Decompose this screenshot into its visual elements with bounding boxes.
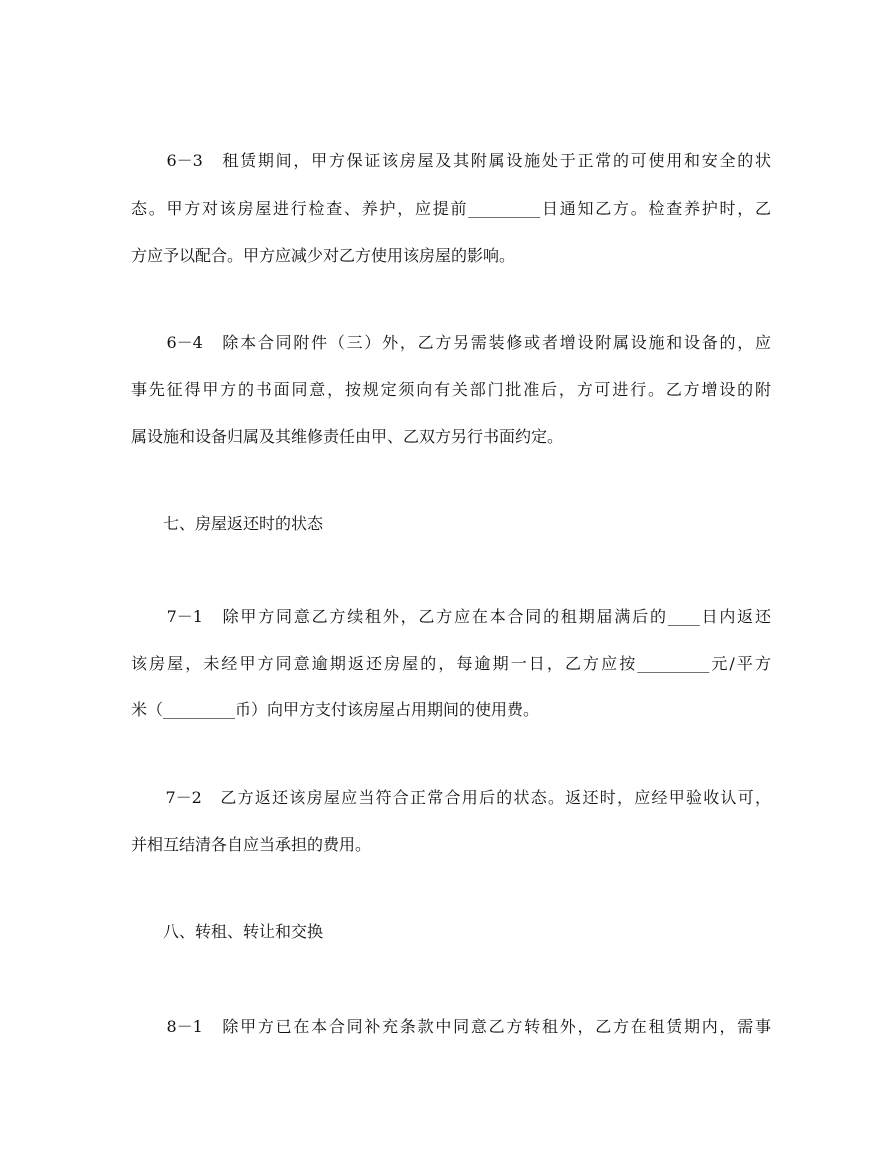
clause-6-3-line-2: 态。甲方对该房屋进行检查、养护，应提前_________日通知乙方。检查养护时，乙 bbox=[131, 199, 771, 218]
clause-6-3-line-3: 方应予以配合。甲方应减少对乙方使用该房屋的影响。 bbox=[131, 246, 516, 265]
clause-6-3-line-1: 6－3 租赁期间，甲方保证该房屋及其附属设施处于正常的可使用和安全的状 bbox=[131, 151, 771, 170]
clause-7-2-line-1: 7－2 乙方返还该房屋应当符合正常合用后的状态。返还时，应经甲验收认可， bbox=[131, 788, 771, 807]
clause-7-2-line-2: 并相互结清各自应当承担的费用。 bbox=[131, 835, 372, 854]
clause-6-4-line-1: 6－4 除本合同附件（三）外，乙方另需装修或者增设附属设施和设备的，应 bbox=[131, 333, 771, 352]
clause-8-1-line-1: 8－1 除甲方已在本合同补充条款中同意乙方转租外，乙方在租赁期内，需事 bbox=[131, 1017, 771, 1036]
clause-6-4-line-2: 事先征得甲方的书面同意，按规定须向有关部门批准后，方可进行。乙方增设的附 bbox=[131, 380, 771, 399]
clause-7-1-line-2: 该房屋，未经甲方同意逾期返还房屋的，每逾期一日，乙方应按_________元/平方 bbox=[131, 654, 771, 673]
clause-7-1-line-1: 7－1 除甲方同意乙方续租外，乙方应在本合同的租期届满后的____日内返还 bbox=[131, 607, 771, 626]
clause-6-4-line-3: 属设施和设备归属及其维修责任由甲、乙双方另行书面约定。 bbox=[131, 427, 564, 446]
section-8-heading: 八、转租、转让和交换 bbox=[131, 922, 324, 941]
clause-7-1-line-3: 米（_________币）向甲方支付该房屋占用期间的使用费。 bbox=[131, 700, 540, 719]
section-7-heading: 七、房屋返还时的状态 bbox=[131, 514, 324, 533]
